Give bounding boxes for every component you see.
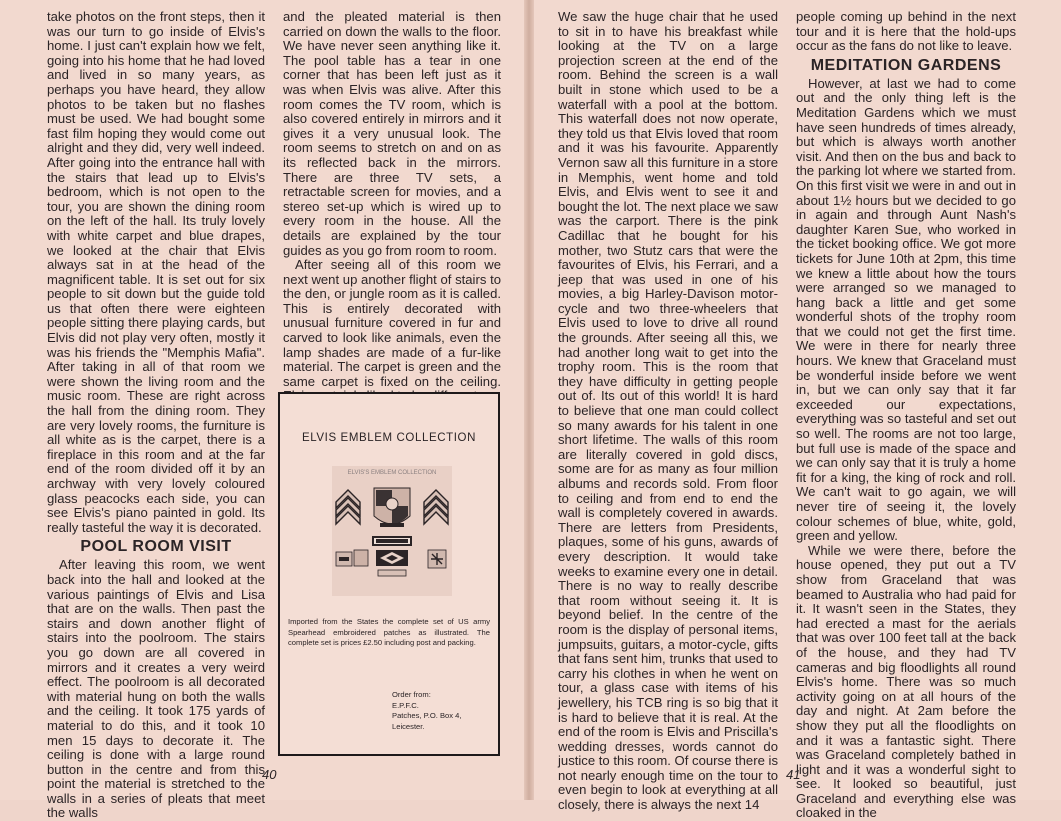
paragraph: After leaving this room, we went back into the hall and looked at the various paintings of Elvis and Lisa that are on the walls. Then past the stairs and down another flight of stairs into the poolroom. The stairs you go down are all covered in mirrors and it creates a very weird effect. The poolroom is all decorated with material hung on both the walls and the ceiling. It took 175 yards of material to do this, and it took 10 men 15 days to decorate it. The ceiling is done with a large round button in the centre and from this point the material is stretched to the walls in a series of pleats that meet the walls [47, 557, 265, 821]
paragraph: After seeing all of this room we next went up another flight of stairs to the den, or jungle room as it is called. This is entirely decorated with unusual furniture covered in fur and carved to look like animals, even the lamp shades are made of a fur-like material. The carpet is green and the same carpet is fixed on the ceiling. [283, 257, 501, 389]
order-label: Order from: [392, 690, 431, 699]
patches-photo [332, 466, 452, 596]
paragraph: and the pleated material is then carried on down the walls to the floor. We have never seen anything like it. The pool table has a tear in one corner that has been left just as it was when Elvis was alive. After this room comes the TV room, which is also covered entirely in mirrors and it gives it a very unusual look. The room seems to stretch on and on as its reflected back in the mirrors. There are three TV sets, a retractable screen for movies, and a stereo set-up which is wired up to every room in the house. All the details are explained by the tour guides as you go from room to room. [283, 9, 501, 258]
order-line: E.P.F.C. [392, 700, 419, 710]
paragraph: take photos on the front steps, then it was our turn to go inside of Elvis's home. I just can't explain how we felt, going into his home that he had loved and lived in so many years, as perhaps you have heard, they allow photos to be taken but no flashes must be used. We had bought some fast film hoping they would come out alright and they did, very well indeed. After going into the entrance hall with the stairs that lead up to Elvis's bedroom, which is not open to the tour, you are shown the dining room on the left of the hall. Its truly lovely with white carpet and blue drapes, we looked at the chair that Elvis always sat in at the head of the magnificent table. It is set out for six people to sit down but the guide told us that often there were eighteen people sitting there playing cards, but Elvis did not play very often, mostly it was his friends the "Memphis Mafia". After taking in all of that room we were shown the living room and the music room. These are right across the hall from the dining room. They are very lovely rooms, the furniture is all white as is the carpet, there is a fireplace in this room and at the far end of the room divided off it by an archway with very lovely coloured glass peacocks each side, you can see Elvis's piano painted in gold. Its really tasteful the way it is decorated. [47, 9, 265, 535]
left-column-2 [283, 10, 501, 404]
paragraph: people coming up behind in the next tour and it is here that the hold-ups occur as the fans do not like to leave. [796, 9, 1016, 54]
chevron-patch-left [336, 490, 360, 524]
advertisement-box [278, 392, 500, 756]
paragraph: However, at last we had to come out and the only thing left is the Meditation Gardens which we must have seen hundreds of times already, but which is always worth another visit. And then on the bus and back to the parking lot where we started from. On this first visit we were in and out in about 1½ hours but we decided to go in again and through Aunt Nash's daughter Karen Sue, who worked in the ticket booking office. We got more tickets for June 10th at 2pm, this time we knew a little about how the tours were arranged so we managed to hang back a little and get some wonderful shots of the trophy room that we could not get the first time. We were in there for nearly three hours. We knew that Graceland must be wonderful inside before we went in, but we can only say that it far exceeded our expectations, everything was so tasteful and set out so well. The rooms are not too large, but full use is made of the space and we can only say that it is truly a home fit for a king, the king of rock and roll. We can't wait to go again, we will never tire of seeing it, the lovely colour schemes of blue, white, gold, green and yellow. [796, 75, 1016, 544]
order-line: Patches, P.O. Box 4, [392, 711, 462, 720]
section-heading-pool-room: POOL ROOM VISIT [80, 538, 232, 556]
small-patch-right [428, 550, 446, 568]
spearhead-shield-patch [374, 488, 410, 527]
chevron-patch-right [424, 490, 448, 524]
book-gutter [524, 0, 534, 800]
ad-order-info [392, 690, 462, 732]
left-column-1 [47, 10, 265, 821]
right-column-2 [796, 10, 1016, 821]
ad-description: Imported from the States the complete set of US army Spearhead embroidered patches as illustrated. The complete set is prices £2.50 including post and packing. [288, 617, 490, 647]
bottom-tab [378, 570, 406, 576]
army-patches-image [332, 466, 452, 596]
page-number-left: 40 [262, 767, 277, 782]
photo-caption: ELVIS'S EMBLEM COLLECTION [347, 470, 437, 476]
section-heading-meditation-gardens: MEDITATION GARDENS [810, 56, 1002, 74]
us-army-tab [372, 536, 412, 546]
diamond-patch [376, 550, 408, 566]
small-patch-left [336, 552, 352, 566]
paragraph: We saw the huge chair that he used to sit in to have his breakfast while looking at the TV on a large projection screen at the end of the room. Behind the screen is a wall built in stone which used to be a waterfall with a pool at the bottom. This waterfall does not now operate, they told us that Elvis loved that room and it was his favourite. Apparently Vernon saw all this furniture in a store in Memphis, went home and told Elvis, and Elvis went to see it and bought the lot. The next place we saw was the carport. There is the pink Cadillac that he bought for his mother, two Stutz cars that were the favourites of Elvis, his Ferrari, and a jeep that was used in one of his movies, a big Harley-Davison motor-cycle and two three-wheelers that Elvis used to love to drive all round the grounds. After seeing all this, we had another long wait to get into the trophy room. This is the room that they have difficulty in getting people out of. Its out of this world! It is hard to believe that one man could collect so many awards for his talent in one short lifetime. The walls of this room are literally covered in gold discs, some are for as many as four million albums and records sold. From floor to ceiling and from end to end the wall is completely covered in awards. There are letters from Presidents, plaques, some of his guns, awards of every description. It would take weeks to examine every one in detail. There is no way to really describe that room without seeing it. It is beyond belief. In the centre of the room is the display of personal items, jumpsuits, guitars, a motor-cycle, gifts that fans sent him, trunks that used to carry his clothes in when he went on tour, a glass case with items of his jewellery, his TCB ring is so big that it is hard to believe that it is real. At the end of the room is Elvis and Priscilla's wedding dresses, words cannot do justice to this room. Of course there is not nearly enough time on the tour to even begin to look at everything at all closely, there is always the next 14 [558, 9, 778, 813]
right-column-1 [558, 10, 778, 813]
page-number-right: 41 [786, 767, 801, 782]
order-line: Leicester. [392, 721, 425, 731]
paragraph: While we were there, before the house opened, they put out a TV show from Graceland that was beamed to Australia who had paid for it. It wasn't seen in the States, they had erected a mast for the aerials that was over 100 feet tall at the back of the house, and they had TV cameras and big floodlights all round Elvis's home. There was so much activity going on at all hours of the day and night. At 2am before the show they put all the floodlights on and it was a fantastic sight. There was Graceland completely bathed in light and it was a wonderful sight to see. It looked so beautiful, just Graceland and everything else was cloaked in the [796, 542, 1016, 821]
left-small-patch [354, 550, 368, 566]
ad-title: ELVIS EMBLEM COLLECTION [302, 432, 476, 444]
